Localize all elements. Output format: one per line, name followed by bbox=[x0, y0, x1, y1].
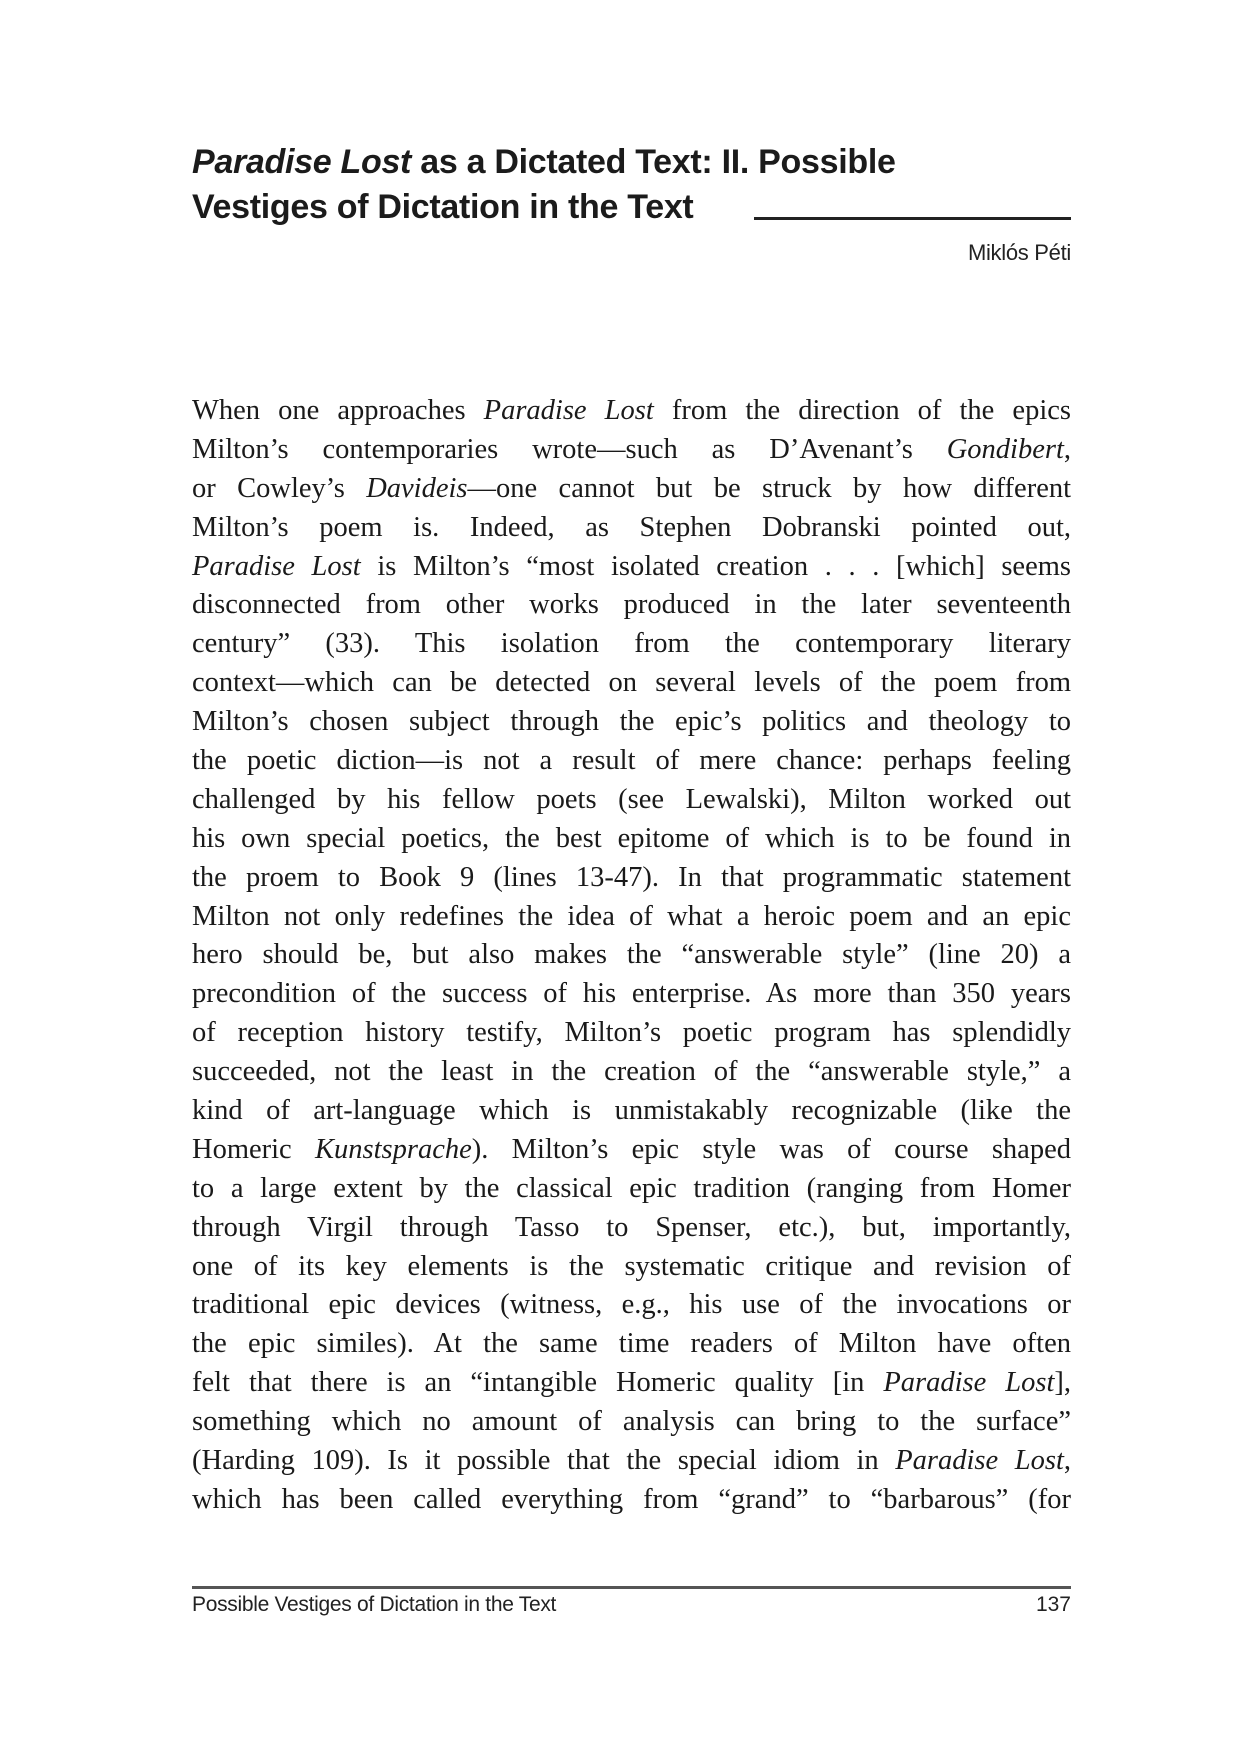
text-span: his own special poetics, the best epitome of which is to be found in bbox=[192, 822, 1071, 854]
body-line bbox=[192, 664, 1071, 703]
text-span: succeeded, not the least in the creation of the “answerable style,” a bbox=[192, 1056, 1071, 1088]
author-name: Miklós Péti bbox=[967, 240, 1071, 265]
text-span: from the direction of the epics bbox=[653, 395, 1071, 426]
text-span: hero should be, but also makes the “answerable style” (line 20) a bbox=[192, 939, 1071, 971]
text-span: one of its key elements is the systematic critique and revision of bbox=[192, 1250, 1071, 1282]
body-line bbox=[192, 1092, 1071, 1131]
text-span: challenged by his fellow poets (see Lewalski), Milton worked out bbox=[192, 783, 1071, 815]
text-span: ], bbox=[1054, 1367, 1071, 1399]
title-line-1 bbox=[192, 140, 1071, 185]
body-line bbox=[192, 1442, 1071, 1481]
text-span: Milton’s chosen subject through the epic’s politics and theology to bbox=[192, 706, 1071, 738]
text-span: —one cannot but be struck by how different bbox=[467, 472, 1072, 504]
text-span: something which no amount of analysis can bring to the surface” bbox=[192, 1406, 1071, 1438]
italic-title-span: Kunstsprache bbox=[315, 1133, 472, 1165]
body-line bbox=[192, 898, 1071, 937]
text-span: , bbox=[1063, 1445, 1071, 1477]
body-line bbox=[192, 1364, 1071, 1403]
body-line bbox=[192, 1053, 1071, 1092]
body-line bbox=[192, 781, 1071, 820]
body-line bbox=[192, 936, 1071, 975]
body-line bbox=[192, 625, 1071, 664]
body-line bbox=[192, 975, 1071, 1014]
text-span: felt that there is an “intangible Homeric quality [in bbox=[192, 1367, 884, 1399]
body-line bbox=[192, 742, 1071, 781]
body-line bbox=[192, 820, 1071, 859]
title-rule bbox=[754, 217, 1071, 220]
italic-title-span: Paradise Lost bbox=[192, 550, 361, 582]
text-span: (Harding 109). Is it possible that the special idiom in bbox=[192, 1445, 896, 1477]
body-line bbox=[192, 1286, 1071, 1325]
text-span: ). Milton’s epic style was of course shaped bbox=[471, 1133, 1071, 1165]
text-span: , bbox=[1063, 433, 1071, 465]
text-span: traditional epic devices (witness, e.g., his use of the invocations or bbox=[192, 1289, 1071, 1321]
body-line bbox=[192, 431, 1071, 470]
body-line bbox=[192, 1325, 1071, 1364]
italic-title-span: Paradise Lost bbox=[883, 1367, 1055, 1399]
body-line bbox=[192, 470, 1071, 509]
body-line bbox=[192, 703, 1071, 742]
page-number: 137 bbox=[1035, 1593, 1071, 1616]
text-span: to a large extent by the classical epic tradition (ranging from Homer bbox=[192, 1172, 1071, 1204]
text-span: of reception history testify, Milton’s poetic program has splendidly bbox=[192, 1017, 1071, 1049]
body-line bbox=[192, 1248, 1071, 1287]
title-line-2: Vestiges of Dictation in the Text bbox=[192, 188, 694, 226]
running-footer-title: Possible Vestiges of Dictation in the Text bbox=[192, 1593, 557, 1616]
title-line-1-rest: as a Dictated Text: II. Possible bbox=[411, 143, 896, 181]
text-span: the epic similes). At the same time readers of Milton have often bbox=[192, 1328, 1071, 1360]
text-span: which has been called everything from “grand” to “barbarous” (for bbox=[192, 1483, 1071, 1515]
text-span: precondition of the success of his enterprise. As more than 350 years bbox=[192, 978, 1071, 1010]
body-line bbox=[192, 1170, 1071, 1209]
italic-title-span: Paradise Lost bbox=[483, 395, 654, 426]
text-span: Homeric bbox=[192, 1133, 316, 1165]
text-span: Milton’s poem is. Indeed, as Stephen Dobranski pointed out, bbox=[192, 511, 1071, 543]
title-italic-work: Paradise Lost bbox=[192, 143, 412, 181]
body-line bbox=[192, 548, 1071, 587]
body-line bbox=[192, 509, 1071, 548]
text-span: through Virgil through Tasso to Spenser, etc.), but, importantly, bbox=[192, 1211, 1071, 1243]
italic-title-span: Gondibert bbox=[946, 433, 1064, 465]
body-line bbox=[192, 1403, 1071, 1442]
text-span: Milton not only redefines the idea of what a heroic poem and an epic bbox=[192, 900, 1071, 932]
text-span: is Milton’s “most isolated creation . . . [which] seems bbox=[360, 550, 1071, 582]
text-span: the proem to Book 9 (lines 13-47). In that programmatic statement bbox=[192, 861, 1071, 893]
text-span: the poetic diction—is not a result of mere chance: perhaps feeling bbox=[192, 745, 1071, 777]
text-span: Milton’s contemporaries wrote—such as D’Avenant’s bbox=[192, 433, 947, 465]
body-line bbox=[192, 1209, 1071, 1248]
text-span: century” (33). This isolation from the contemporary literary bbox=[192, 628, 1071, 660]
text-span: When one approaches bbox=[192, 395, 484, 426]
italic-title-span: Paradise Lost bbox=[895, 1445, 1064, 1477]
body-line bbox=[192, 859, 1071, 898]
footer-rule bbox=[192, 1586, 1071, 1589]
body-line bbox=[192, 392, 1071, 431]
text-span: context—which can be detected on several levels of the poem from bbox=[192, 667, 1071, 699]
body-line bbox=[192, 1481, 1071, 1520]
text-span: or Cowley’s bbox=[192, 472, 367, 504]
text-span: kind of art-language which is unmistakably recognizable (like the bbox=[192, 1095, 1071, 1127]
text-span: disconnected from other works produced in the later seventeenth bbox=[192, 589, 1071, 621]
italic-title-span: Davideis bbox=[366, 472, 468, 504]
body-line bbox=[192, 1131, 1071, 1170]
body-text bbox=[192, 392, 1071, 1520]
body-line bbox=[192, 586, 1071, 625]
body-line bbox=[192, 1014, 1071, 1053]
